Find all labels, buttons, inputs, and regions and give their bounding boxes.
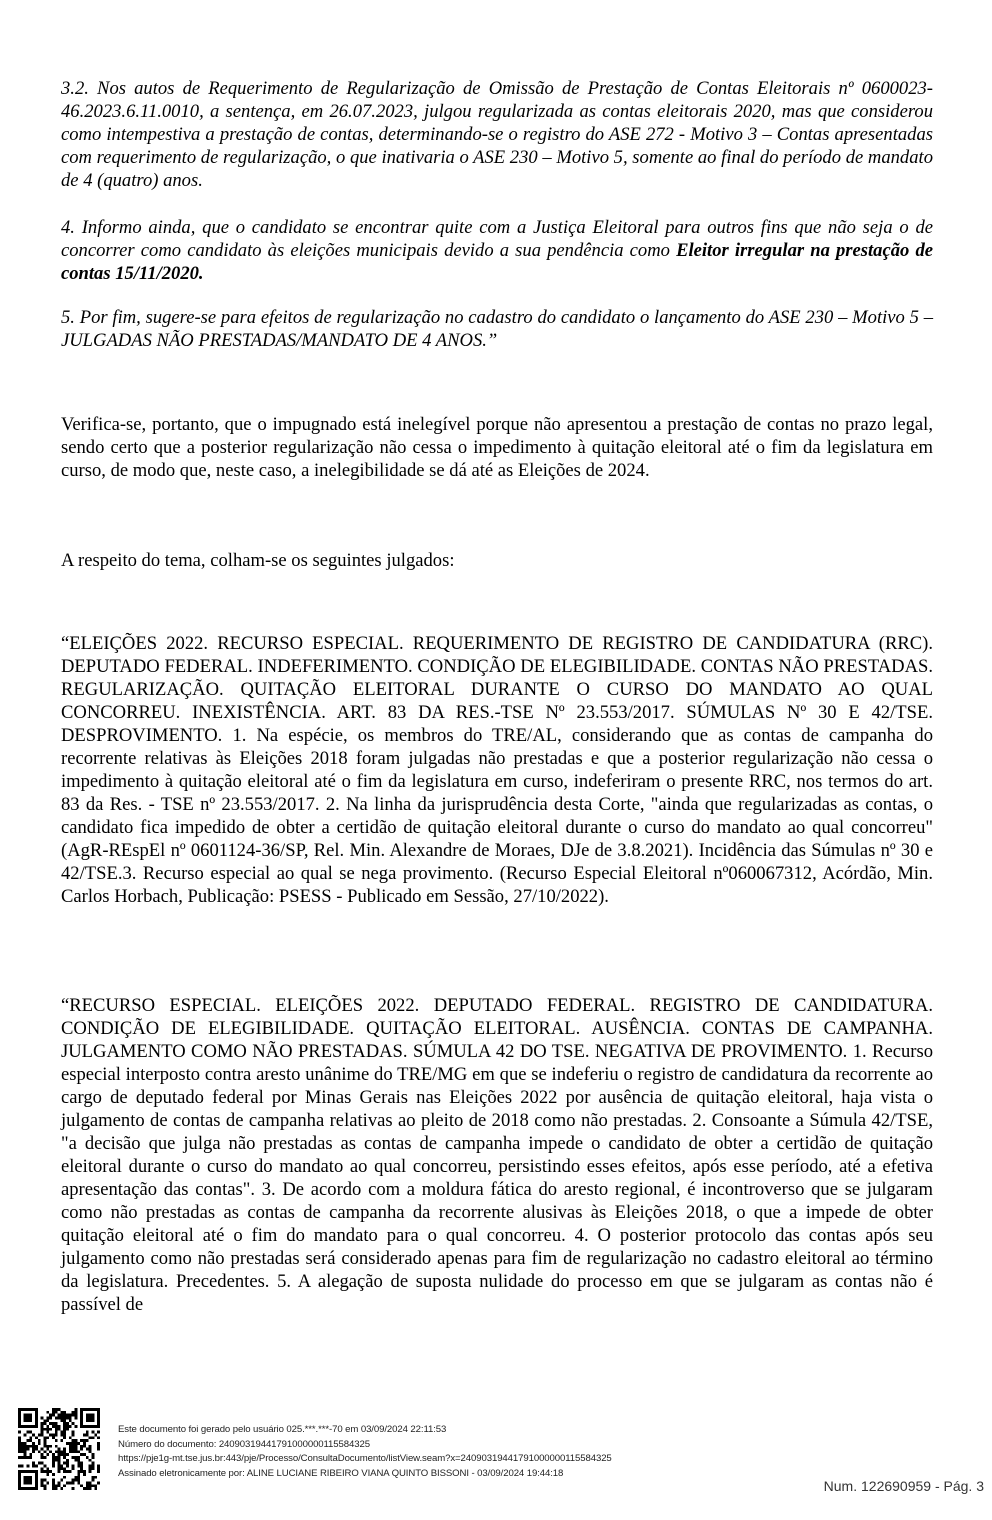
footer-document-number: Número do documento: 24090319441791000000115584325	[118, 1438, 370, 1450]
footer-signature: Assinado eletronicamente por: ALINE LUCIANE RIBEIRO VIANA QUINTO BISSONI - 03/09/2024 19:44:18	[118, 1467, 564, 1479]
footer-generated-by: Este documento foi gerado pelo usuário 025.***.***-70 em 03/09/2024 22:11:53	[118, 1424, 447, 1435]
document-footer	[118, 1423, 612, 1481]
page-number: Num. 122690959 - Pág. 3	[823, 1478, 984, 1494]
jurisprudence-quote-1: “ELEIÇÕES 2022. RECURSO ESPECIAL. REQUERIMENTO DE REGISTRO DE CANDIDATURA (RRC). DEPUTADO FEDERAL. INDEFERIMENTO. CONDIÇÃO DE ELEGIBILIDADE. CONTAS NÃO PRESTADAS. REGULARIZAÇÃO. QUITAÇÃO ELEITORAL DURANTE O CURSO DO MANDATO AO QUAL CONCORREU. INEXISTÊNCIA. ART. 83 DA RES.-TSE Nº 23.553/2017. SÚMULAS Nº 30 E 42/TSE. DESPROVIMENTO. 1. Na espécie, os membros do TRE/AL, considerando que as contas de campanha do recorrente relativas às Eleições 2018 foram julgadas não prestadas e que a posterior regularização não cessa o impedimento à quitação eleitoral até o fim da legislatura em curso, indeferiram o presente RRC, nos termos do art. 83 da Res. - TSE nº 23.553/2017. 2. Na linha da jurisprudência desta Corte, "ainda que regularizadas as contas, o candidato fica impedido de obter a certidão de quitação eleitoral durante o curso do mandato ao qual concorreu" (AgR-REspEl nº 0601124-36/SP, Rel. Min. Alexandre de Moraes, DJe de 3.8.2021). Incidência das Súmulas nº 30 e 42/TSE.3. Recurso especial ao qual se nega provimento. (Recurso Especial Eleitoral nº060067312, Acórdão, Min. Carlos Horbach, Publicação: PSESS - Publicado em Sessão, 27/10/2022).	[61, 633, 933, 907]
jurisprudence-quote-2: “RECURSO ESPECIAL. ELEIÇÕES 2022. DEPUTADO FEDERAL. REGISTRO DE CANDIDATURA. CONDIÇÃO DE ELEGIBILIDADE. QUITAÇÃO ELEITORAL. AUSÊNCIA. CONTAS DE CAMPANHA. JULGAMENTO COMO NÃO PRESTADAS. SÚMULA 42 DO TSE. NEGATIVA DE PROVIMENTO. 1. Recurso especial interposto contra aresto unânime do TRE/MG em que se indeferiu o registro de candidatura da recorrente ao cargo de deputado federal por Minas Gerais nas Eleições 2022 por ausência de quitação eleitoral, haja vista o julgamento de contas de campanha relativas ao pleito de 2018 como não prestadas. 2. Consoante a Súmula 42/TSE, "a decisão que julga não prestadas as contas de campanha impede o candidato de obter a certidão de quitação eleitoral durante o curso do mandato ao qual concorreu, persistindo esses efeitos, após esse período, até a efetiva apresentação das contas". 3. De acordo com a moldura fática do aresto regional, é incontroverso que se julgaram como não prestadas as contas de campanha da recorrente alusivas às Eleições 2018, o que a impede de obter quitação eleitoral até o fim do mandato para o qual concorreu. 4. O posterior protocolo das contas após seu julgamento como não prestadas será considerado apenas para fim de regularização no cadastro eleitoral ao término da legislatura. Precedentes. 5. A alegação de suposta nulidade do processo em que se julgaram as contas não é passível de	[61, 995, 933, 1315]
quote-paragraph-5: 5. Por fim, sugere-se para efeitos de regularização no cadastro do candidato o lançamento do ASE 230 – Motivo 5 – JULGADAS NÃO PRESTADAS/MANDATO DE 4 ANOS.”	[61, 307, 933, 351]
body-paragraph-verifica: Verifica-se, portanto, que o impugnado está inelegível porque não apresentou a prestação de contas no prazo legal, sendo certo que a posterior regularização não cessa o impedimento à quitação eleitoral até o fim da legislatura em curso, de modo que, neste caso, a inelegibilidade se dá até as Eleições de 2024.	[61, 414, 933, 481]
quote-paragraph-4-text: 4. Informo ainda, que o candidato se encontrar quite com a Justiça Eleitoral para outros fins que não seja o de concorrer como candidato às eleições municipais devido a sua pendência como	[61, 217, 933, 261]
quote-paragraph-4-bold: Eleitor irregular na prestação de contas 15/11/2020.	[61, 240, 933, 284]
body-paragraph-respeito: A respeito do tema, colham-se os seguintes julgados:	[61, 550, 455, 571]
quote-paragraph-4	[61, 216, 933, 285]
qr-code-icon	[18, 1408, 100, 1490]
quote-paragraph-3-2: 3.2. Nos autos de Requerimento de Regularização de Omissão de Prestação de Contas Eleitorais nº 0600023-46.2023.6.11.0010, a sentença, em 26.07.2023, julgou regularizada as contas eleitorais 2020, mas que considerou como intempestiva a prestação de contas, determinando-se o registro do ASE 272 - Motivo 3 – Contas apresentadas com requerimento de regularização, o que inativaria o ASE 230 – Motivo 5, somente ao final do período de mandato de 4 (quatro) anos.	[61, 78, 933, 191]
footer-url: https://pje1g-mt.tse.jus.br:443/pje/Processo/ConsultaDocumento/listView.seam?x=24090319441791000000115584325	[118, 1453, 612, 1465]
